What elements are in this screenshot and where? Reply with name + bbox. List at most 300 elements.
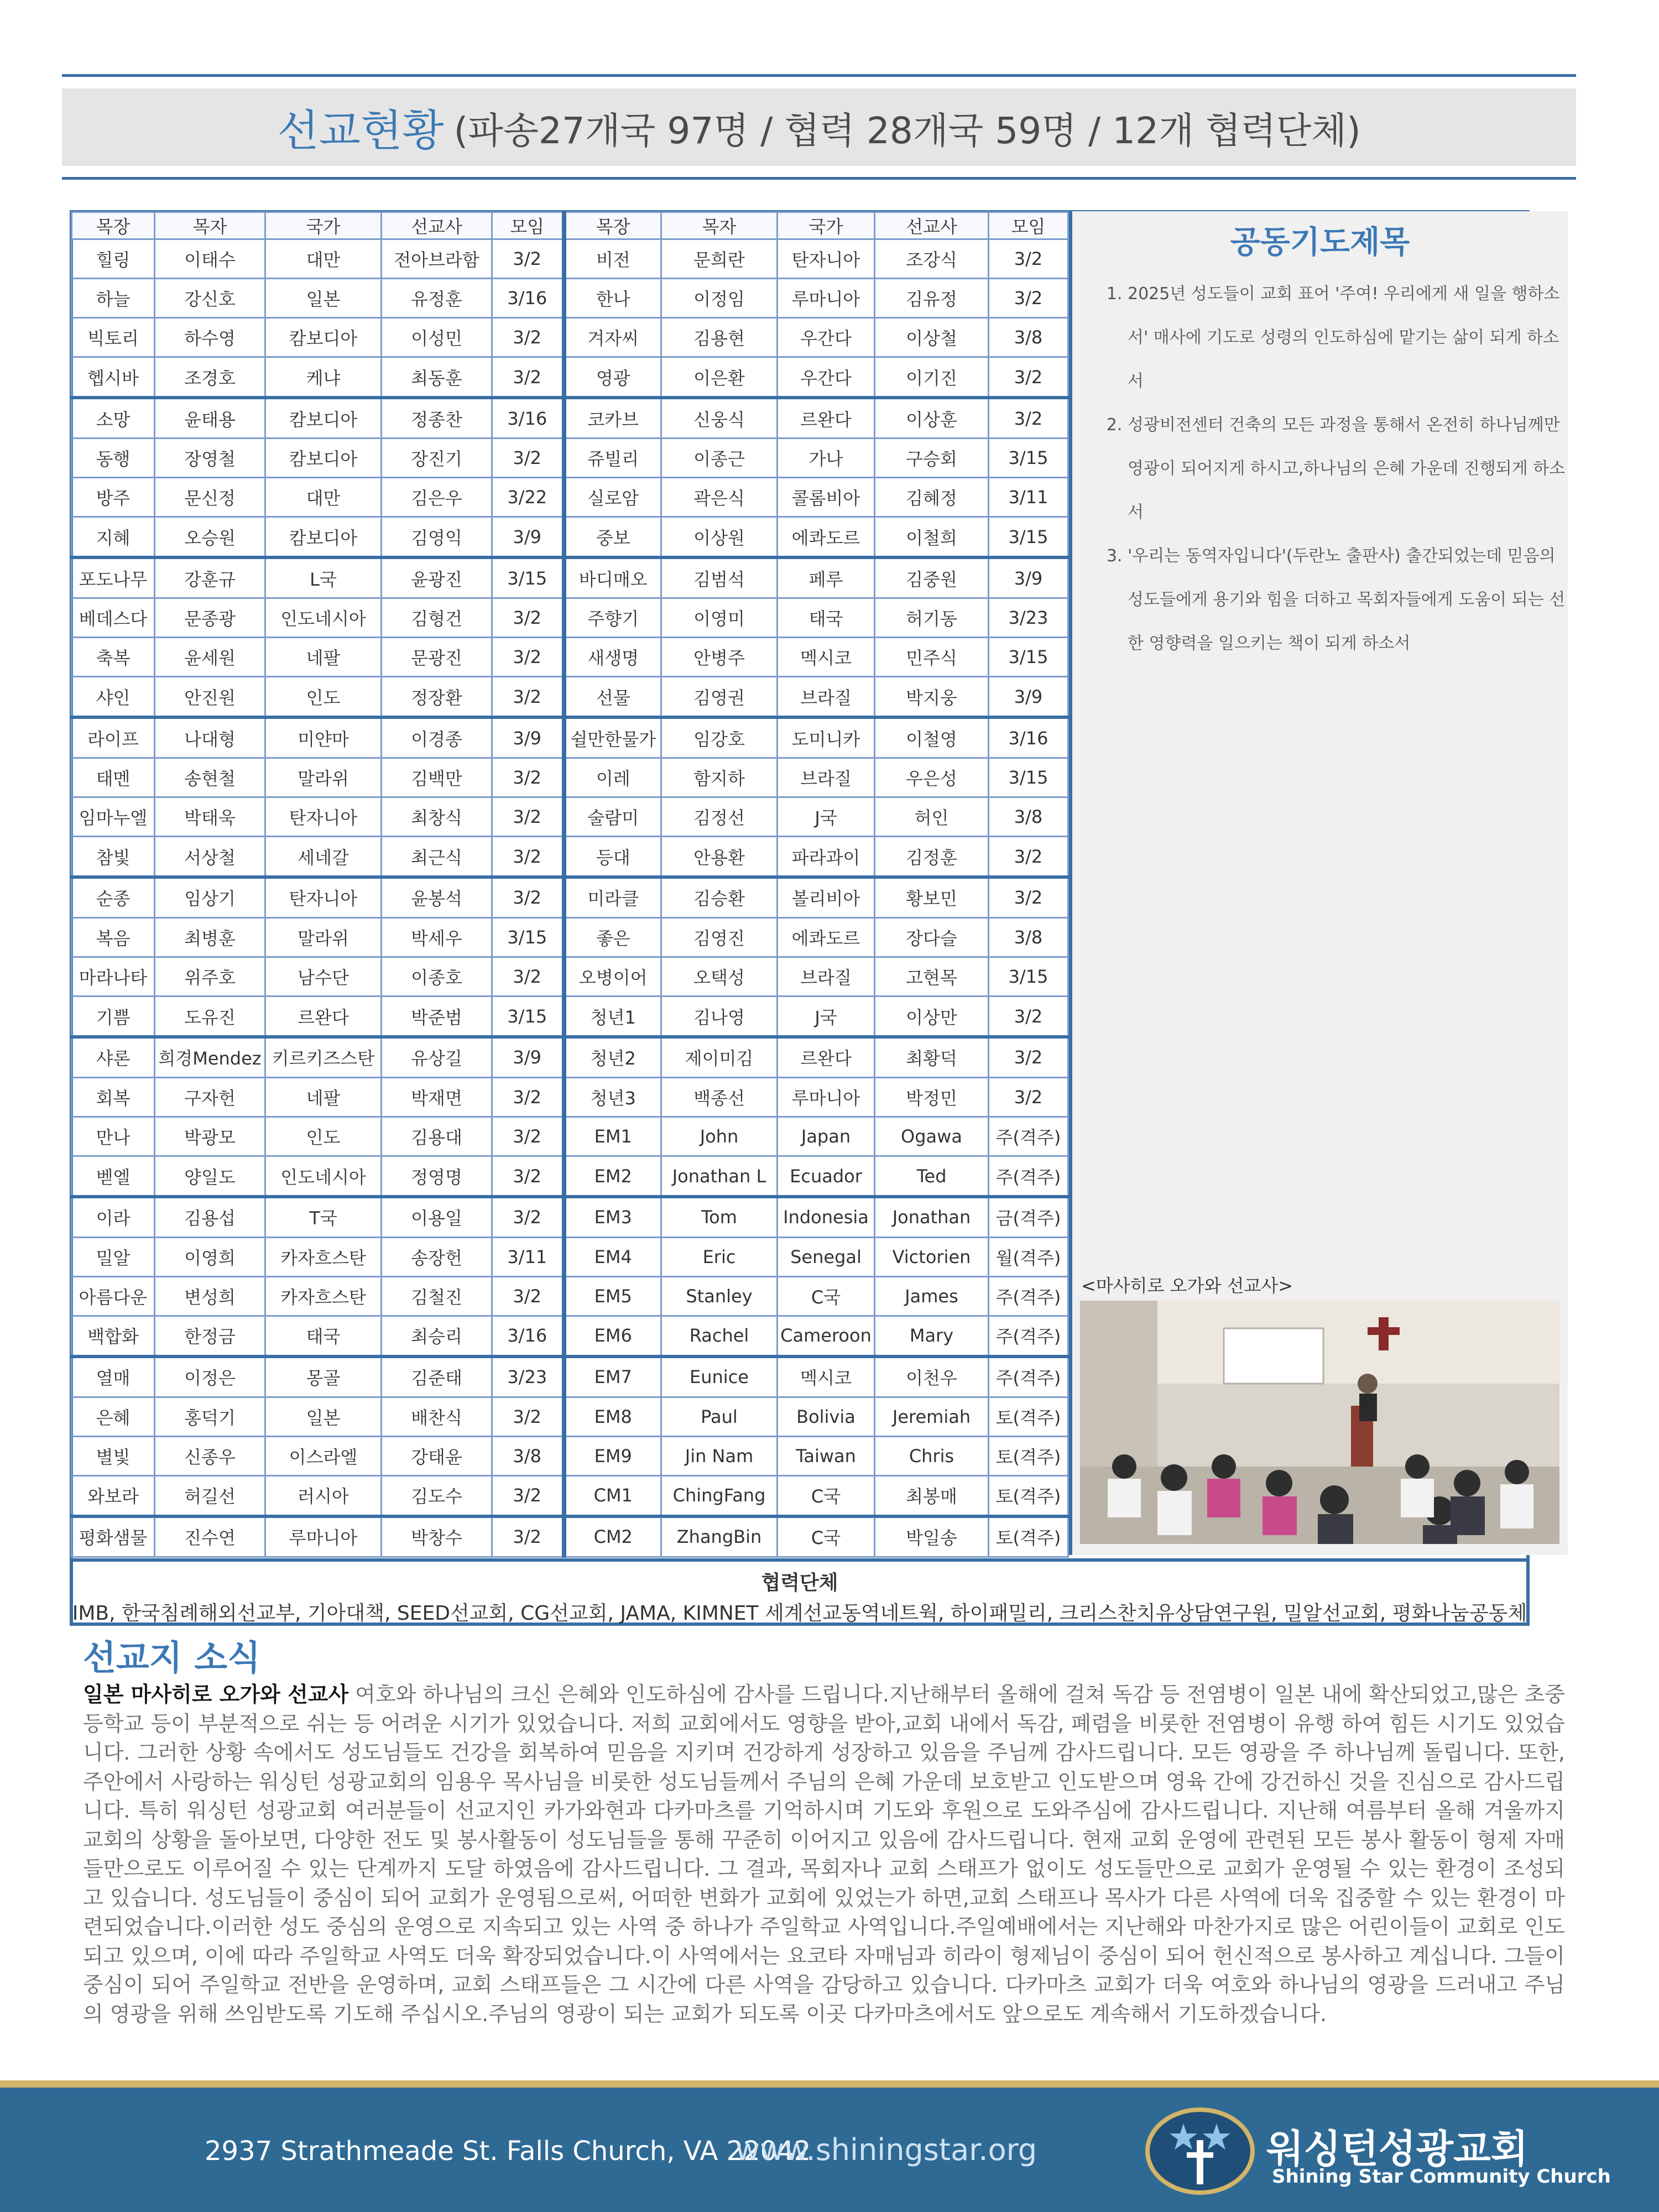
partners-section xyxy=(71,1558,1528,1627)
table-cell: 최승리 xyxy=(382,1316,492,1357)
table-cell: 카자흐스탄 xyxy=(265,1276,382,1316)
table-row xyxy=(72,758,1068,797)
table-cell: 3/8 xyxy=(989,797,1068,837)
table-cell: C국 xyxy=(778,1276,875,1316)
table-cell: 3/11 xyxy=(989,478,1068,517)
table-cell: 3/2 xyxy=(989,398,1068,438)
table-cell: CM1 xyxy=(564,1475,661,1516)
table-cell: 곽은식 xyxy=(661,478,778,517)
table-cell: 이은환 xyxy=(661,357,778,398)
table-cell: Indonesia xyxy=(778,1197,875,1237)
table-row xyxy=(72,877,1068,917)
table-header-cell: 목장 xyxy=(72,212,155,239)
top-rule xyxy=(62,74,1576,77)
table-header-cell: 국가 xyxy=(778,212,875,239)
table-cell: C국 xyxy=(778,1516,875,1557)
table-row xyxy=(72,357,1068,398)
table-cell: 김백만 xyxy=(382,758,492,797)
table-cell: 콜롬비아 xyxy=(778,478,875,517)
table-cell: 허인 xyxy=(875,797,989,837)
table-cell: 장다슬 xyxy=(875,917,989,957)
table-cell: 김형건 xyxy=(382,598,492,638)
table-cell: 토(격주) xyxy=(989,1516,1068,1557)
table-cell: Tom xyxy=(661,1197,778,1237)
table-cell: 조경호 xyxy=(155,357,265,398)
table-cell: 좋은 xyxy=(564,917,661,957)
table-cell: 술람미 xyxy=(564,797,661,837)
table-cell: 3/15 xyxy=(989,957,1068,997)
table-cell: 3/2 xyxy=(989,837,1068,877)
table-row xyxy=(72,1077,1068,1117)
footer-address: 2937 Strathmeade St. Falls Church, VA 22042 xyxy=(205,2136,811,2167)
table-cell: 서상철 xyxy=(155,837,265,877)
table-cell: 쉴만한물가 xyxy=(564,717,661,758)
table-cell: 이라 xyxy=(72,1197,155,1237)
table-cell: 문종광 xyxy=(155,598,265,638)
table-cell: 희경Mendez xyxy=(155,1037,265,1077)
mission-table xyxy=(71,211,1069,1558)
table-row xyxy=(72,638,1068,677)
table-cell: 3/2 xyxy=(492,318,564,357)
table-header-cell: 목자 xyxy=(155,212,265,239)
table-cell: 3/2 xyxy=(492,1475,564,1516)
table-cell: 탄자니아 xyxy=(265,797,382,837)
table-cell: Senegal xyxy=(778,1237,875,1276)
table-cell: 3/16 xyxy=(492,398,564,438)
table-cell: 3/2 xyxy=(492,1077,564,1117)
table-cell: 3/2 xyxy=(492,758,564,797)
table-cell: 김유정 xyxy=(875,279,989,318)
table-cell: 3/2 xyxy=(492,1516,564,1557)
table-cell: 볼리비아 xyxy=(778,877,875,917)
table-cell: 키르키즈스탄 xyxy=(265,1037,382,1077)
table-cell: 브라질 xyxy=(778,677,875,717)
table-cell: 캄보디아 xyxy=(265,398,382,438)
table-cell: 송현철 xyxy=(155,758,265,797)
table-cell: 윤봉석 xyxy=(382,877,492,917)
table-cell: Ted xyxy=(875,1156,989,1197)
table-row xyxy=(72,439,1068,478)
table-cell: 한나 xyxy=(564,279,661,318)
table-header-cell: 모임 xyxy=(492,212,564,239)
table-cell: Jonathan xyxy=(875,1197,989,1237)
table-cell: Rachel xyxy=(661,1316,778,1357)
table-cell: 3/2 xyxy=(989,997,1068,1037)
table-cell: Victorien xyxy=(875,1237,989,1276)
table-cell: 루마니아 xyxy=(778,279,875,318)
table-cell: 최황덕 xyxy=(875,1037,989,1077)
table-cell: 전아브라함 xyxy=(382,239,492,279)
table-cell: 영광 xyxy=(564,357,661,398)
table-cell: 이영희 xyxy=(155,1237,265,1276)
table-cell: 유상길 xyxy=(382,1037,492,1077)
table-cell: Paul xyxy=(661,1397,778,1436)
table-cell: 함지하 xyxy=(661,758,778,797)
table-cell: 3/2 xyxy=(492,1276,564,1316)
table-cell: 말라위 xyxy=(265,758,382,797)
table-row xyxy=(72,517,1068,557)
table-cell: 3/2 xyxy=(989,239,1068,279)
table-cell: 남수단 xyxy=(265,957,382,997)
table-header-cell: 목자 xyxy=(661,212,778,239)
table-row xyxy=(72,1276,1068,1316)
table-cell: 열매 xyxy=(72,1357,155,1397)
table-cell: 장영철 xyxy=(155,439,265,478)
table-cell: 주(격주) xyxy=(989,1316,1068,1357)
table-cell: 임마누엘 xyxy=(72,797,155,837)
table-cell: ZhangBin xyxy=(661,1516,778,1557)
table-cell: 3/16 xyxy=(989,717,1068,758)
church-name-en: Shining Star Community Church xyxy=(1272,2166,1611,2188)
table-cell: Bolivia xyxy=(778,1397,875,1436)
table-cell: 인도 xyxy=(265,677,382,717)
table-cell: Jin Nam xyxy=(661,1436,778,1475)
table-cell: 회복 xyxy=(72,1077,155,1117)
table-cell: 나대형 xyxy=(155,717,265,758)
table-cell: 3/15 xyxy=(989,439,1068,478)
table-cell: 쥬빌리 xyxy=(564,439,661,478)
table-cell: Japan xyxy=(778,1117,875,1156)
table-cell: 청년3 xyxy=(564,1077,661,1117)
table-cell: 실로암 xyxy=(564,478,661,517)
table-cell: 김혜정 xyxy=(875,478,989,517)
table-row xyxy=(72,1475,1068,1516)
table-cell: Stanley xyxy=(661,1276,778,1316)
table-cell: J국 xyxy=(778,797,875,837)
table-cell: 진수연 xyxy=(155,1516,265,1557)
table-cell: 이경종 xyxy=(382,717,492,758)
table-cell: 강신호 xyxy=(155,279,265,318)
table-cell: 겨자씨 xyxy=(564,318,661,357)
table-cell: 캄보디아 xyxy=(265,439,382,478)
table-cell: 하수영 xyxy=(155,318,265,357)
table-cell: EM6 xyxy=(564,1316,661,1357)
prayer-item: 3. '우리는 동역자입니다'(두란노 출판사) 출간되었는데 믿음의 성도들에게 용기와 힘을 더하고 목회자들에게 도움이 되는 선한 영향력을 일으키는 책이 되게 하소서 xyxy=(1128,534,1570,665)
table-cell: 르완다 xyxy=(778,1037,875,1077)
title-rule xyxy=(62,177,1576,180)
table-cell: 안병주 xyxy=(661,638,778,677)
table-cell: 문광진 xyxy=(382,638,492,677)
table-row xyxy=(72,677,1068,717)
table-cell: T국 xyxy=(265,1197,382,1237)
table-row xyxy=(72,1397,1068,1436)
table-cell: C국 xyxy=(778,1475,875,1516)
table-cell: 김용대 xyxy=(382,1117,492,1156)
table-cell: 에콰도르 xyxy=(778,917,875,957)
table-cell: Chris xyxy=(875,1436,989,1475)
table-cell: 가나 xyxy=(778,439,875,478)
table-cell: 위주호 xyxy=(155,957,265,997)
table-cell: 안진원 xyxy=(155,677,265,717)
table-cell: 3/23 xyxy=(492,1357,564,1397)
table-cell: 허기동 xyxy=(875,598,989,638)
table-row xyxy=(72,1197,1068,1237)
table-cell: 고현목 xyxy=(875,957,989,997)
table-cell: 청년2 xyxy=(564,1037,661,1077)
table-cell: 박지웅 xyxy=(875,677,989,717)
table-cell: 이천우 xyxy=(875,1357,989,1397)
table-row xyxy=(72,398,1068,438)
table-cell: 기쁨 xyxy=(72,997,155,1037)
table-cell: 문희란 xyxy=(661,239,778,279)
table-cell: 3/8 xyxy=(989,917,1068,957)
table-cell: 힐링 xyxy=(72,239,155,279)
table-cell: 아름다운 xyxy=(72,1276,155,1316)
table-cell: 주(격주) xyxy=(989,1117,1068,1156)
table-cell: 주향기 xyxy=(564,598,661,638)
table-cell: EM7 xyxy=(564,1357,661,1397)
table-cell: 이상철 xyxy=(875,318,989,357)
table-cell: 주(격주) xyxy=(989,1276,1068,1316)
table-cell: 이태수 xyxy=(155,239,265,279)
table-cell: 만나 xyxy=(72,1117,155,1156)
table-cell: 에콰도르 xyxy=(778,517,875,557)
table-cell: 파라과이 xyxy=(778,837,875,877)
table-cell: 월(격주) xyxy=(989,1237,1068,1276)
table-row xyxy=(72,239,1068,279)
table-body xyxy=(72,239,1068,1557)
table-cell: Jonathan L xyxy=(661,1156,778,1197)
table-cell: 이정은 xyxy=(155,1357,265,1397)
table-cell: 루마니아 xyxy=(265,1516,382,1557)
table-cell: 김정훈 xyxy=(875,837,989,877)
table-cell: 인도네시아 xyxy=(265,598,382,638)
table-cell: 윤태용 xyxy=(155,398,265,438)
table-cell: 도유진 xyxy=(155,997,265,1037)
table-cell: 금(격주) xyxy=(989,1197,1068,1237)
table-cell: 탄자니아 xyxy=(778,239,875,279)
table-cell: 3/8 xyxy=(989,318,1068,357)
title-sub: (파송27개국 97명 / 협력 28개국 59명 / 12개 협력단체) xyxy=(453,109,1361,152)
table-cell: 3/2 xyxy=(492,837,564,877)
table-cell: 홍덕기 xyxy=(155,1397,265,1436)
table-cell: 미얀마 xyxy=(265,717,382,758)
table-cell: 구승회 xyxy=(875,439,989,478)
table-cell: 3/8 xyxy=(492,1436,564,1475)
table-cell: 3/2 xyxy=(989,357,1068,398)
table-cell: 최봉매 xyxy=(875,1475,989,1516)
table-cell: ChingFang xyxy=(661,1475,778,1516)
table-cell: 멕시코 xyxy=(778,1357,875,1397)
partners-heading: 협력단체 xyxy=(761,1572,838,1594)
table-cell: 주(격주) xyxy=(989,1156,1068,1197)
table-cell: 한정금 xyxy=(155,1316,265,1357)
church-logo-icon xyxy=(1139,2101,1261,2201)
table-cell: 토(격주) xyxy=(989,1436,1068,1475)
table-cell: 마라나타 xyxy=(72,957,155,997)
table-cell: 최근식 xyxy=(382,837,492,877)
table-cell: 박재면 xyxy=(382,1077,492,1117)
table-cell: 이정임 xyxy=(661,279,778,318)
table-cell: EM1 xyxy=(564,1117,661,1156)
table-cell: 이종호 xyxy=(382,957,492,997)
table-cell: 3/2 xyxy=(492,598,564,638)
table-cell: 이상원 xyxy=(661,517,778,557)
table-cell: Cameroon xyxy=(778,1316,875,1357)
table-cell: 3/2 xyxy=(492,1397,564,1436)
table-row xyxy=(72,1516,1068,1557)
prayer-list xyxy=(1094,272,1570,665)
table-cell: 신종우 xyxy=(155,1436,265,1475)
table-cell: 김승환 xyxy=(661,877,778,917)
table-header-cell: 선교사 xyxy=(875,212,989,239)
prayer-title: 공동기도제목 xyxy=(1230,225,1410,260)
table-cell: 3/2 xyxy=(492,357,564,398)
table-cell: 브라질 xyxy=(778,957,875,997)
table-cell: 3/15 xyxy=(989,638,1068,677)
table-cell: Mary xyxy=(875,1316,989,1357)
table-cell: 3/2 xyxy=(492,677,564,717)
footer-website-link[interactable]: www.shiningstar.org xyxy=(735,2132,1037,2167)
table-cell: 말라위 xyxy=(265,917,382,957)
table-cell: 문신정 xyxy=(155,478,265,517)
table-cell: 이기진 xyxy=(875,357,989,398)
title-main: 선교현황 xyxy=(277,106,444,156)
table-row xyxy=(72,1237,1068,1276)
table-row xyxy=(72,1316,1068,1357)
table-cell: James xyxy=(875,1276,989,1316)
table-cell: 3/2 xyxy=(989,1077,1068,1117)
missionary-photo xyxy=(1080,1301,1559,1544)
table-cell: 우은성 xyxy=(875,758,989,797)
table-cell: Taiwan xyxy=(778,1436,875,1475)
table-cell: Ogawa xyxy=(875,1117,989,1156)
table-cell: 지혜 xyxy=(72,517,155,557)
table-cell: 이철영 xyxy=(875,717,989,758)
table-cell: 라이프 xyxy=(72,717,155,758)
table-cell: EM3 xyxy=(564,1197,661,1237)
table-cell: J국 xyxy=(778,997,875,1037)
table-cell: 르완다 xyxy=(778,398,875,438)
table-cell: 박정민 xyxy=(875,1077,989,1117)
table-cell: 포도나무 xyxy=(72,557,155,598)
table-cell: 백종선 xyxy=(661,1077,778,1117)
table-cell: 청년1 xyxy=(564,997,661,1037)
table-cell: 3/2 xyxy=(492,1117,564,1156)
table-cell: 비전 xyxy=(564,239,661,279)
table-row xyxy=(72,917,1068,957)
table-row xyxy=(72,557,1068,598)
table-cell: 3/2 xyxy=(492,1156,564,1197)
table-cell: 밀알 xyxy=(72,1237,155,1276)
table-cell: 헵시바 xyxy=(72,357,155,398)
congregation-image xyxy=(1080,1301,1559,1544)
table-cell: 김중원 xyxy=(875,557,989,598)
table-row xyxy=(72,598,1068,638)
table-cell: 신웅식 xyxy=(661,398,778,438)
table-cell: 3/15 xyxy=(492,557,564,598)
table-row xyxy=(72,1156,1068,1197)
table-cell: 김용섭 xyxy=(155,1197,265,1237)
table-header-row xyxy=(72,212,1068,239)
table-cell: Ecuador xyxy=(778,1156,875,1197)
prayer-item: 1. 2025년 성도들이 교회 표어 '주여! 우리에게 새 일을 행하소서' 매사에 기도로 성령의 인도하심에 맡기는 삶이 되게 하소서 xyxy=(1128,272,1570,403)
table-cell: 멕시코 xyxy=(778,638,875,677)
page-title xyxy=(62,88,1576,166)
table-cell: 유정훈 xyxy=(382,279,492,318)
prayer-item: 2. 성광비전센터 건축의 모든 과정을 통해서 온전히 하나님께만 영광이 되어지게 하시고,하나님의 은혜 가운데 진행되게 하소서 xyxy=(1128,403,1570,534)
news-lead: 일본 마사히로 오가와 선교사 xyxy=(83,1682,349,1707)
table-cell: 케냐 xyxy=(265,357,382,398)
table-cell: 김용현 xyxy=(661,318,778,357)
table-cell: 3/9 xyxy=(492,717,564,758)
table-cell: 미라클 xyxy=(564,877,661,917)
table-row xyxy=(72,797,1068,837)
table-cell: 순종 xyxy=(72,877,155,917)
table-cell: EM2 xyxy=(564,1156,661,1197)
table-row xyxy=(72,1436,1068,1475)
table-cell: 별빛 xyxy=(72,1436,155,1475)
table-cell: 이용일 xyxy=(382,1197,492,1237)
table-cell: EM4 xyxy=(564,1237,661,1276)
table-cell: 박광모 xyxy=(155,1117,265,1156)
table-cell: EM9 xyxy=(564,1436,661,1475)
table-cell: 배찬식 xyxy=(382,1397,492,1436)
table-cell: 오승원 xyxy=(155,517,265,557)
table-cell: 3/2 xyxy=(492,439,564,478)
table-cell: 변성희 xyxy=(155,1276,265,1316)
table-row xyxy=(72,1117,1068,1156)
table-cell: 빅토리 xyxy=(72,318,155,357)
news-body xyxy=(83,1680,1565,2028)
table-header-cell: 국가 xyxy=(265,212,382,239)
table-cell: 김영익 xyxy=(382,517,492,557)
table-cell: 조강식 xyxy=(875,239,989,279)
table-row xyxy=(72,478,1068,517)
table-cell: 평화샘물 xyxy=(72,1516,155,1557)
table-cell: 임상기 xyxy=(155,877,265,917)
table-cell: 토(격주) xyxy=(989,1475,1068,1516)
table-cell: 오병이어 xyxy=(564,957,661,997)
table-cell: 인도네시아 xyxy=(265,1156,382,1197)
table-cell: Jeremiah xyxy=(875,1397,989,1436)
table-cell: 대만 xyxy=(265,239,382,279)
table-cell: 박준범 xyxy=(382,997,492,1037)
table-cell: 루마니아 xyxy=(778,1077,875,1117)
table-cell: 주(격주) xyxy=(989,1357,1068,1397)
table-cell: 우간다 xyxy=(778,318,875,357)
table-cell: EM8 xyxy=(564,1397,661,1436)
table-row xyxy=(72,1037,1068,1077)
table-cell: 윤세원 xyxy=(155,638,265,677)
table-cell: 3/15 xyxy=(492,997,564,1037)
table-cell: 일본 xyxy=(265,1397,382,1436)
table-cell: 3/15 xyxy=(989,517,1068,557)
table-cell: Eunice xyxy=(661,1357,778,1397)
table-cell: 샤론 xyxy=(72,1037,155,1077)
table-cell: 3/23 xyxy=(989,598,1068,638)
table-cell: 하늘 xyxy=(72,279,155,318)
table-cell: 백합화 xyxy=(72,1316,155,1357)
table-row xyxy=(72,997,1068,1037)
table-cell: 동행 xyxy=(72,439,155,478)
table-cell: 태국 xyxy=(778,598,875,638)
table-cell: 3/11 xyxy=(492,1237,564,1276)
table-cell: 김정선 xyxy=(661,797,778,837)
table-cell: 소망 xyxy=(72,398,155,438)
table-cell: 등대 xyxy=(564,837,661,877)
table-row xyxy=(72,318,1068,357)
table-cell: 선물 xyxy=(564,677,661,717)
table-cell: 코카브 xyxy=(564,398,661,438)
table-cell: John xyxy=(661,1117,778,1156)
table-cell: 허길선 xyxy=(155,1475,265,1516)
table-cell: 김준태 xyxy=(382,1357,492,1397)
table-cell: 베데스다 xyxy=(72,598,155,638)
table-cell: 축복 xyxy=(72,638,155,677)
table-cell: 3/2 xyxy=(492,957,564,997)
table-cell: 박세우 xyxy=(382,917,492,957)
